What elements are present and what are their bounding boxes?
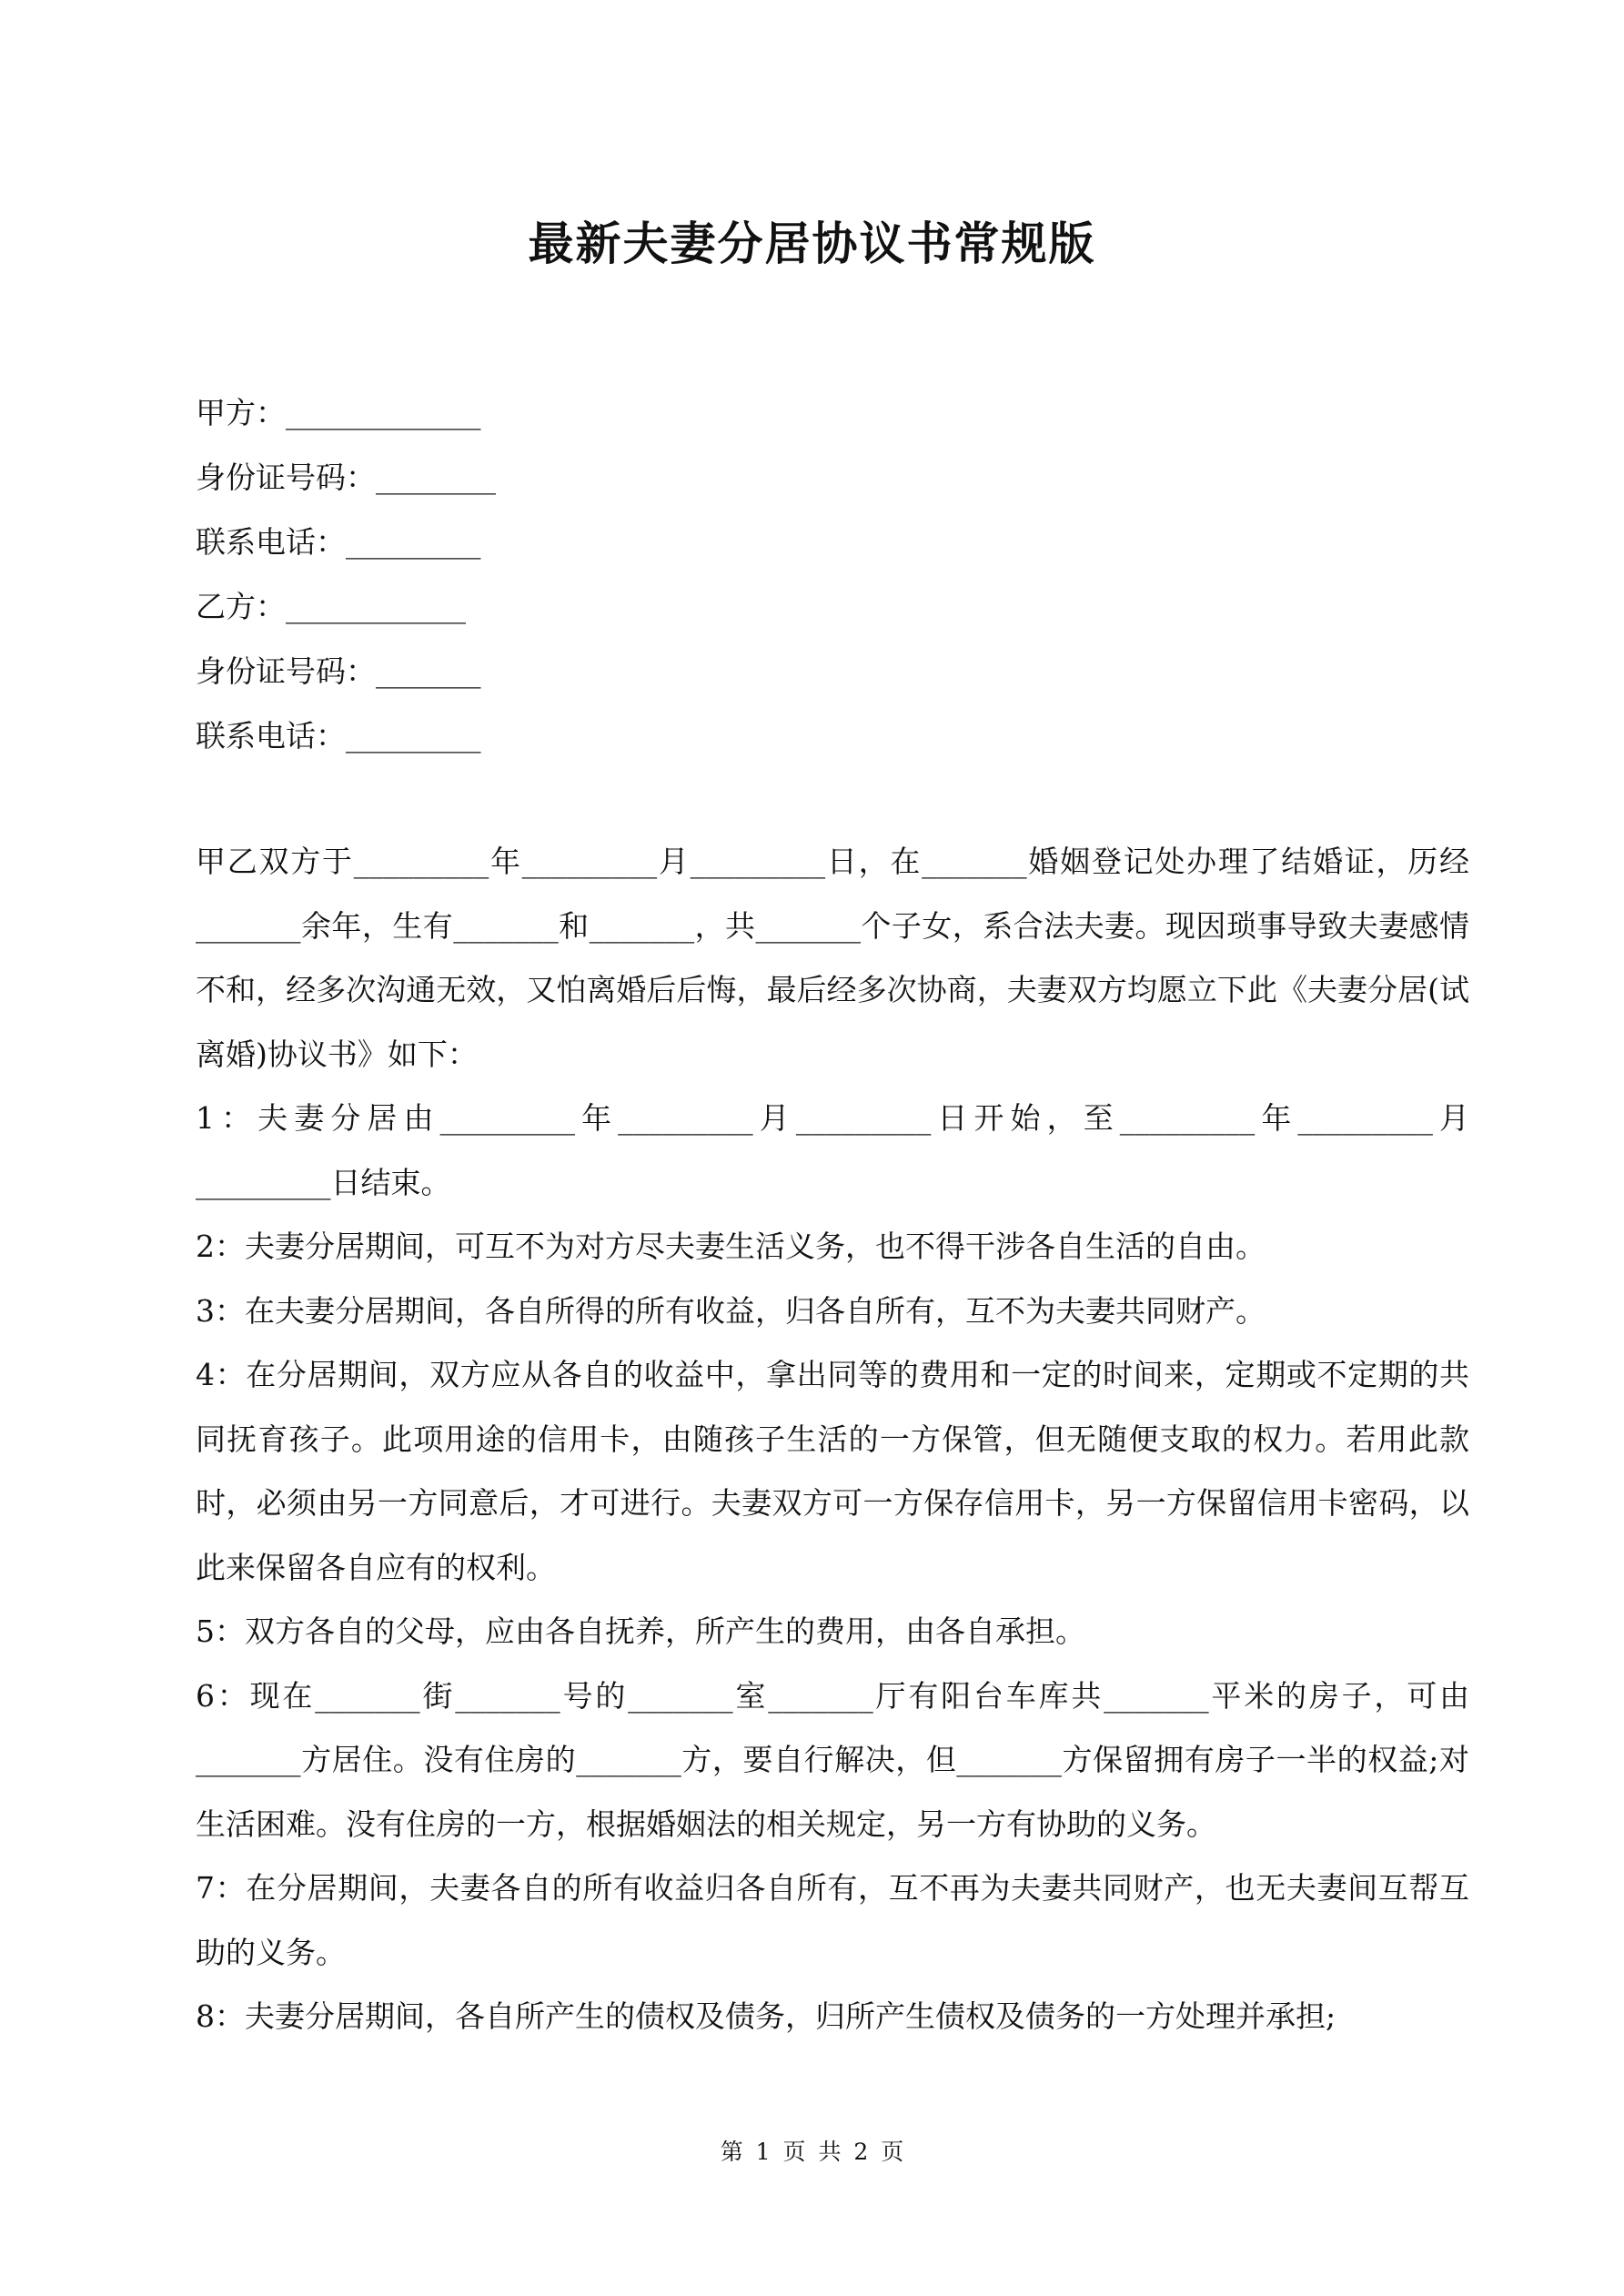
field-label: 乙方： bbox=[196, 589, 286, 624]
fill-blank: ____________ bbox=[286, 589, 466, 624]
page-number-footer: 第 1 页 共 2 页 bbox=[720, 2139, 904, 2165]
clause-6: 6：现在_______街_______号的_______室_______厅有阳台车库共_______平米的房子，可由_______方居住。没有住房的_______方，要自行解决，但_______方保留拥有房子一半的权益;对生活困难。没有住房的一方，根据婚姻法的相关规定，另一方有协助的义务。 bbox=[196, 1677, 1469, 1842]
clause-3: 3：在夫妻分居期间，各自所得的所有收益，归各自所有，互不为夫妻共同财产。 bbox=[196, 1292, 1266, 1329]
fill-blank: _____________ bbox=[286, 395, 481, 430]
clause-1: 1：夫妻分居由_________年_________月_________日开始，至_________年_________月_________日结束。 bbox=[196, 1100, 1469, 1200]
party-info-block bbox=[196, 380, 1442, 768]
clause-2: 2：夫妻分居期间，可互不为对方尽夫妻生活义务，也不得干涉各自生活的自由。 bbox=[196, 1229, 1266, 1264]
field-label: 甲方： bbox=[196, 395, 286, 430]
party-a-id-line bbox=[196, 445, 1442, 510]
party-a-name-line bbox=[196, 380, 1442, 445]
clause-5: 5：双方各自的父母，应由各自抚养，所产生的费用，由各自承担。 bbox=[196, 1613, 1085, 1649]
fill-blank: _________ bbox=[346, 524, 481, 560]
party-b-phone-line bbox=[196, 703, 1442, 768]
document-title: 最新夫妻分居协议书常规版 bbox=[528, 217, 1096, 270]
fill-blank: _______ bbox=[376, 653, 481, 689]
party-b-name-line bbox=[196, 574, 1442, 639]
intro-paragraph: 甲乙双方于_________年_________月_________日，在_______婚姻登记处办理了结婚证，历经_______余年，生有_______和_______，共_______个子女，系合法夫妻。现因琐事导致夫妻感情不和，经多次沟通无效，又怕离婚后后悔，最后经多次协商，夫妻双方均愿立下此《夫妻分居(试离婚)协议书》如下： bbox=[196, 844, 1469, 1072]
field-label: 联系电话： bbox=[196, 718, 346, 754]
clause-8: 8：夫妻分居期间，各自所产生的债权及债务，归所产生债权及债务的一方处理并承担; bbox=[196, 1998, 1337, 2034]
field-label: 联系电话： bbox=[196, 524, 346, 560]
party-b-id-line bbox=[196, 639, 1442, 703]
clause-7: 7：在分居期间，夫妻各自的所有收益归各自所有，互不再为夫妻共同财产，也无夫妻间互帮互助的义务。 bbox=[196, 1870, 1469, 1970]
fill-blank: _________ bbox=[346, 718, 481, 754]
field-label: 身份证号码： bbox=[196, 653, 376, 689]
party-a-phone-line bbox=[196, 510, 1442, 574]
fill-blank: ________ bbox=[376, 460, 496, 495]
agreement-body bbox=[196, 830, 1469, 2049]
clause-4: 4：在分居期间，双方应从各自的收益中，拿出同等的费用和一定的时间来，定期或不定期的共同抚育孩子。此项用途的信用卡，由随孩子生活的一方保管，但无随便支取的权力。若用此款时，必须由另一方同意后，才可进行。夫妻双方可一方保存信用卡，另一方保留信用卡密码，以此来保留各自应有的权利。 bbox=[196, 1357, 1469, 1585]
field-label: 身份证号码： bbox=[196, 460, 376, 495]
